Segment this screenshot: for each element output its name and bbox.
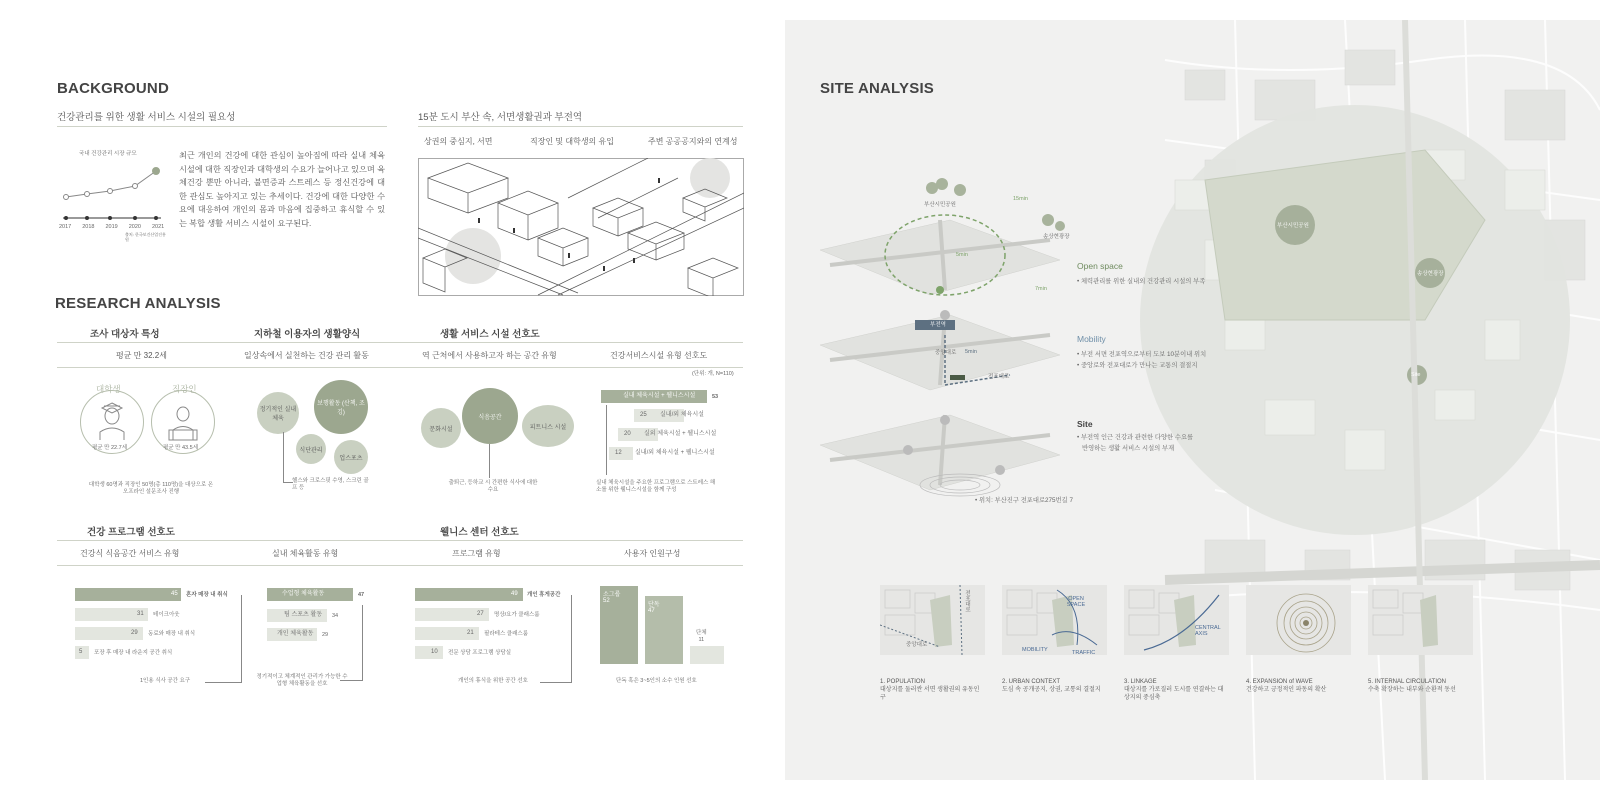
map-site-label: Site (1411, 372, 1421, 378)
bar-value: 53 (712, 394, 719, 400)
research-col1-heading: 조사 대상자 특성 (90, 329, 160, 340)
step-title: 1. POPULATION (880, 679, 925, 685)
bar-in-out-wellness (609, 447, 715, 460)
bottom-sub-3: 프로그램 유형 (452, 549, 501, 558)
site-note: 반영하는 생활 서비스 시설의 부재 (1082, 445, 1175, 452)
bar-label: 팀 스포츠 활동 (284, 612, 323, 618)
bar-value: 34 (332, 613, 339, 619)
bar-counsel (415, 646, 443, 659)
bar-class-exercise (267, 588, 353, 601)
year-label: 2020 (128, 224, 141, 230)
worker-label: 직장인 (172, 384, 197, 394)
bottom-sub-2: 실내 체육활동 유형 (272, 549, 339, 558)
bar-label: 포장 후 매장 내 라운지 공간 취식 (94, 650, 173, 656)
bar-colleague-dine (75, 627, 143, 640)
concept-thumb-linkage (1124, 585, 1229, 655)
step-circulation (1368, 678, 1478, 694)
bar-pilates (415, 627, 479, 640)
col-value: 47 (648, 608, 655, 614)
bar-value: 12 (615, 450, 622, 456)
bottom-sub-1: 건강식 식음공간 서비스 유형 (80, 549, 180, 558)
bar-meditation-yoga (415, 608, 489, 621)
map-label: 상권의 중심지, 서면 (424, 137, 493, 146)
divider (418, 126, 743, 127)
bar-individual-exercise (267, 628, 317, 641)
col-small-group (600, 586, 638, 664)
step-title: 2. URBAN CONTEXT (1002, 679, 1061, 685)
bar-label: 실내 체육시설 + 웰니스시설 (623, 393, 696, 399)
bar-personal-rest (415, 588, 523, 601)
step-desc: 도심 속 공개공지, 상권, 교통의 결절지 (1002, 687, 1101, 694)
bubble-fitness (522, 405, 574, 447)
col-label: 단체 (696, 630, 707, 636)
leader-line (241, 595, 242, 682)
bar-label: 명상/요가 클래스룸 (494, 612, 540, 618)
divider (57, 342, 743, 343)
bar-value: 21 (467, 630, 474, 636)
step-title: 4. EXPANSION of WAVE (1246, 679, 1313, 685)
leader-line (540, 682, 572, 683)
bar-value: 31 (137, 611, 144, 617)
bar-label: 테이크아웃 (153, 612, 180, 618)
research-col4-sub: 건강서비스시설 유형 선호도 (610, 351, 708, 360)
market-size-mini-chart (57, 140, 169, 243)
c3-note: 개인의 휴식을 위한 공간 선호 (458, 678, 528, 684)
site-title: Site (1077, 419, 1093, 429)
bar-label: 수업형 체육활동 (282, 591, 325, 597)
step-desc: 건강하고 긍정적인 파동의 확산 (1246, 687, 1327, 694)
thumb-traffic-label: TRAFFIC (1072, 650, 1096, 656)
mobility-note: • 중앙로와 전포대로가 만나는 교통의 결절지 (1077, 362, 1198, 369)
bottom-heading-2: 웰니스 센터 선호도 (440, 527, 519, 538)
research-col3-note: 출퇴근, 등하교 시 간편한 식사에 대한 수요 (448, 480, 538, 494)
col-group (690, 646, 724, 664)
step-title: 3. LINKAGE (1124, 679, 1157, 685)
leader-line (283, 432, 284, 482)
bar-indoor-wellness (601, 390, 707, 403)
bubble-diet (296, 434, 326, 464)
bar-value: 25 (640, 412, 647, 418)
time-label: 5min (965, 349, 977, 355)
background-subtitle-left: 건강관리를 위한 생활 서비스 시설의 필요성 (57, 112, 236, 123)
research-col2-heading: 지하철 이용자의 생활양식 (254, 329, 361, 340)
bar-lounge-dine (75, 646, 89, 659)
bottom-sub-4: 사용자 인원구성 (624, 549, 681, 558)
bar-label: 혼자 매장 내 취식 (186, 592, 228, 598)
col-value: 11 (698, 637, 705, 644)
concept-thumb-expansion (1246, 585, 1351, 655)
map-label: 주변 공공공지와의 연계성 (648, 137, 738, 146)
park-label-1: 부산시민공원 (924, 202, 956, 208)
c1-note: 1인용 식사 공간 요구 (140, 678, 191, 684)
col4-unit: (단위: 개, N=110) (692, 371, 734, 377)
bar-solo-dine (75, 588, 181, 601)
time-label: 7min (1035, 286, 1047, 292)
mobility-title: Mobility (1077, 334, 1106, 344)
bar-outdoor-wellness (618, 428, 717, 441)
student-label: 대학생 (96, 384, 121, 394)
divider (57, 540, 743, 541)
time-label: 5min (956, 252, 968, 258)
bar-label: 실외 체육시설 + 웰니스시설 (644, 431, 717, 437)
year-label: 2019 (105, 224, 118, 230)
bar-takeout (75, 608, 148, 621)
mobility-note: • 부전 서면 전포역으로부터 도보 10분이내 위치 (1077, 351, 1207, 358)
bubble-sports (334, 440, 368, 474)
leader-line (571, 595, 572, 682)
bubble-label: 식음공간 (478, 414, 502, 421)
bubble-label: 업스포츠 (339, 455, 363, 462)
bar-value: 45 (171, 591, 178, 597)
bubble-label: 정기적인 실내체육 (259, 407, 297, 422)
year-label: 2017 (59, 224, 72, 230)
isometric-drawing (418, 158, 744, 296)
bar-value: 49 (511, 591, 518, 597)
divider (57, 126, 387, 127)
bubble-label: 피트니스 시설 (529, 424, 567, 431)
bar-value: 5 (79, 649, 83, 655)
mini-chart-years (59, 224, 171, 231)
background-subtitle-right: 15분 도시 부산 속, 서면생활권과 부전역 (418, 112, 583, 123)
road-label: 중앙대로 (935, 350, 957, 356)
research-col4-note: 실내 체육시설을 주요한 프로그램으로 스트레스 해소를 위한 웰니스시설을 함께 구성 (596, 480, 716, 494)
research-col1-note: 대학생 60명과 직장인 50명(총 110명)을 대상으로 온 오프라인 설문조사 진행 (88, 482, 214, 496)
bar-label: 전문 상담 프로그램 상담실 (448, 650, 512, 656)
bar-in-out-sports (634, 409, 704, 422)
step-population (880, 678, 980, 702)
bar-label: 개인 체육활동 (277, 631, 314, 637)
bar-label: 실내/외 체육시설 + 웰니스시설 (635, 450, 715, 456)
road-label: 전포대로 (988, 374, 1010, 380)
student-icon (92, 400, 132, 444)
mini-chart-source: 출처: 한국보건산업진흥원 (125, 232, 166, 243)
col-label: 단독 (648, 602, 660, 608)
leader-line (205, 682, 242, 683)
map-label: 직장인 및 대학생의 유입 (530, 137, 614, 146)
open-space-title: Open space (1077, 261, 1123, 271)
col-value: 52 (603, 598, 610, 604)
leader-line (606, 405, 607, 475)
bottom-heading-1: 건강 프로그램 선호도 (87, 527, 175, 538)
leader-line (489, 444, 490, 478)
research-col3-heading: 생활 서비스 시설 선호도 (440, 329, 540, 340)
site-note: • 부전역 인근 건강과 관련한 다양한 수요를 (1077, 434, 1194, 441)
step-desc: 대상지를 가로질러 도시를 연결하는 대상지의 중심축 (1124, 687, 1224, 702)
open-space-note: • 체력관리를 위한 실내외 건강관리 시설의 부족 (1077, 278, 1206, 285)
bar-label: 개인 휴게공간 (527, 592, 561, 598)
divider (57, 367, 743, 368)
step-desc: 대상지를 둘러싼 서면 생활권의 유동인구 (880, 687, 980, 702)
bubble-label: 보행활동 (산책, 조깅) (317, 401, 365, 416)
step-urban-context (1002, 678, 1112, 694)
research-title: RESEARCH ANALYSIS (55, 295, 221, 312)
bubble-food-space (462, 388, 518, 444)
bubble-culture (421, 408, 461, 448)
year-label: 2021 (152, 224, 165, 230)
research-col2-note: 헬스와 크로스핏 수영, 스크린 골프 등 (292, 478, 369, 492)
bubble-walking (314, 380, 368, 434)
thumb-mobility-label: MOBILITY (1022, 647, 1048, 653)
research-col1-sub: 평균 만 32.2세 (116, 351, 167, 360)
time-label: 15min (1013, 196, 1028, 202)
bubble-label: 식단관리 (299, 447, 323, 454)
bar-value: 29 (131, 630, 138, 636)
research-col2-sub: 일상속에서 실천하는 건강 관리 활동 (244, 351, 369, 360)
bar-value: 29 (322, 632, 329, 638)
bar-team-sports (267, 609, 327, 622)
bubble-indoor-exercise (257, 392, 299, 434)
park-label-2: 송상현광장 (1043, 234, 1070, 240)
map-plaza-label: 송상현광장 (1417, 271, 1444, 277)
step-desc: 수축 확장하는 내부와 순환적 동선 (1368, 687, 1456, 694)
col-group-text (696, 630, 707, 645)
background-title: BACKGROUND (57, 80, 169, 97)
bubble-label: 문화시설 (429, 426, 453, 433)
mini-chart-title: 국내 건강관리 시장 규모 (79, 151, 137, 157)
step-expansion (1246, 678, 1356, 694)
c4-note: 단독 혹은 3~5인의 소수 인원 선호 (616, 678, 697, 684)
c2-note: 정기적이고 체계적인 관리가 가능한 수업형 체육활동을 선호 (256, 674, 348, 688)
station-label: 부전역 (930, 322, 946, 328)
col-solo (645, 596, 683, 664)
background-paragraph: 최근 개인의 건강에 대한 관심이 높아짐에 따라 실내 체육시설에 대한 직장인과 대학생의 수요가 늘어나고 있으며 육체건강 뿐만 아니라, 불면증과 스트레스 등 정신건강에 대한 관심도 높아지고 있는 추세이다. 건강에 대한 다양한 수요에 대응하여 개인의 몸과 마음에 집중하고 휴식할 수 있는 복합 생활 서비스 시설이 요구된다. (179, 151, 385, 228)
concept-thumb-circulation (1368, 585, 1473, 655)
year-label: 2018 (82, 224, 95, 230)
map-park-label: 부산시민공원 (1277, 223, 1309, 229)
thumb-road-label: 전포대로 (964, 590, 970, 612)
step-title: 5. INTERNAL CIRCULATION (1368, 679, 1447, 685)
divider (57, 565, 743, 566)
concept-thumb-urban-context (1002, 585, 1107, 655)
site-location: • 위치: 부산진구 전포대로275번길 7 (975, 497, 1073, 504)
bar-label: 동료와 매장 내 취식 (148, 631, 196, 637)
research-col3-sub: 역 근처에서 사용하고자 하는 공간 유형 (422, 351, 557, 360)
bar-value: 27 (477, 611, 484, 617)
worker-icon (163, 400, 203, 444)
bar-value: 47 (358, 592, 365, 598)
thumb-open-space-label: OPEN SPACE (1066, 596, 1086, 608)
site-context-isometric-map (418, 134, 744, 296)
step-linkage (1124, 678, 1224, 702)
bar-value: 20 (624, 431, 631, 437)
worker-age: 평균 만 43.5세 (163, 445, 199, 451)
col-label: 소그룹 (603, 592, 621, 598)
site-analysis-title: SITE ANALYSIS (820, 80, 935, 97)
bar-value: 10 (431, 649, 438, 655)
bar-label: 실내/외 체육시설 (660, 412, 704, 418)
thumb-central-axis-label: CENTRAL AXIS (1195, 625, 1221, 637)
thumb-road-label: 중앙대로 (906, 642, 928, 648)
student-age: 평균 만 22.7세 (92, 445, 128, 451)
leader-line (362, 605, 363, 680)
bar-label: 필라테스 클래스룸 (484, 631, 529, 637)
